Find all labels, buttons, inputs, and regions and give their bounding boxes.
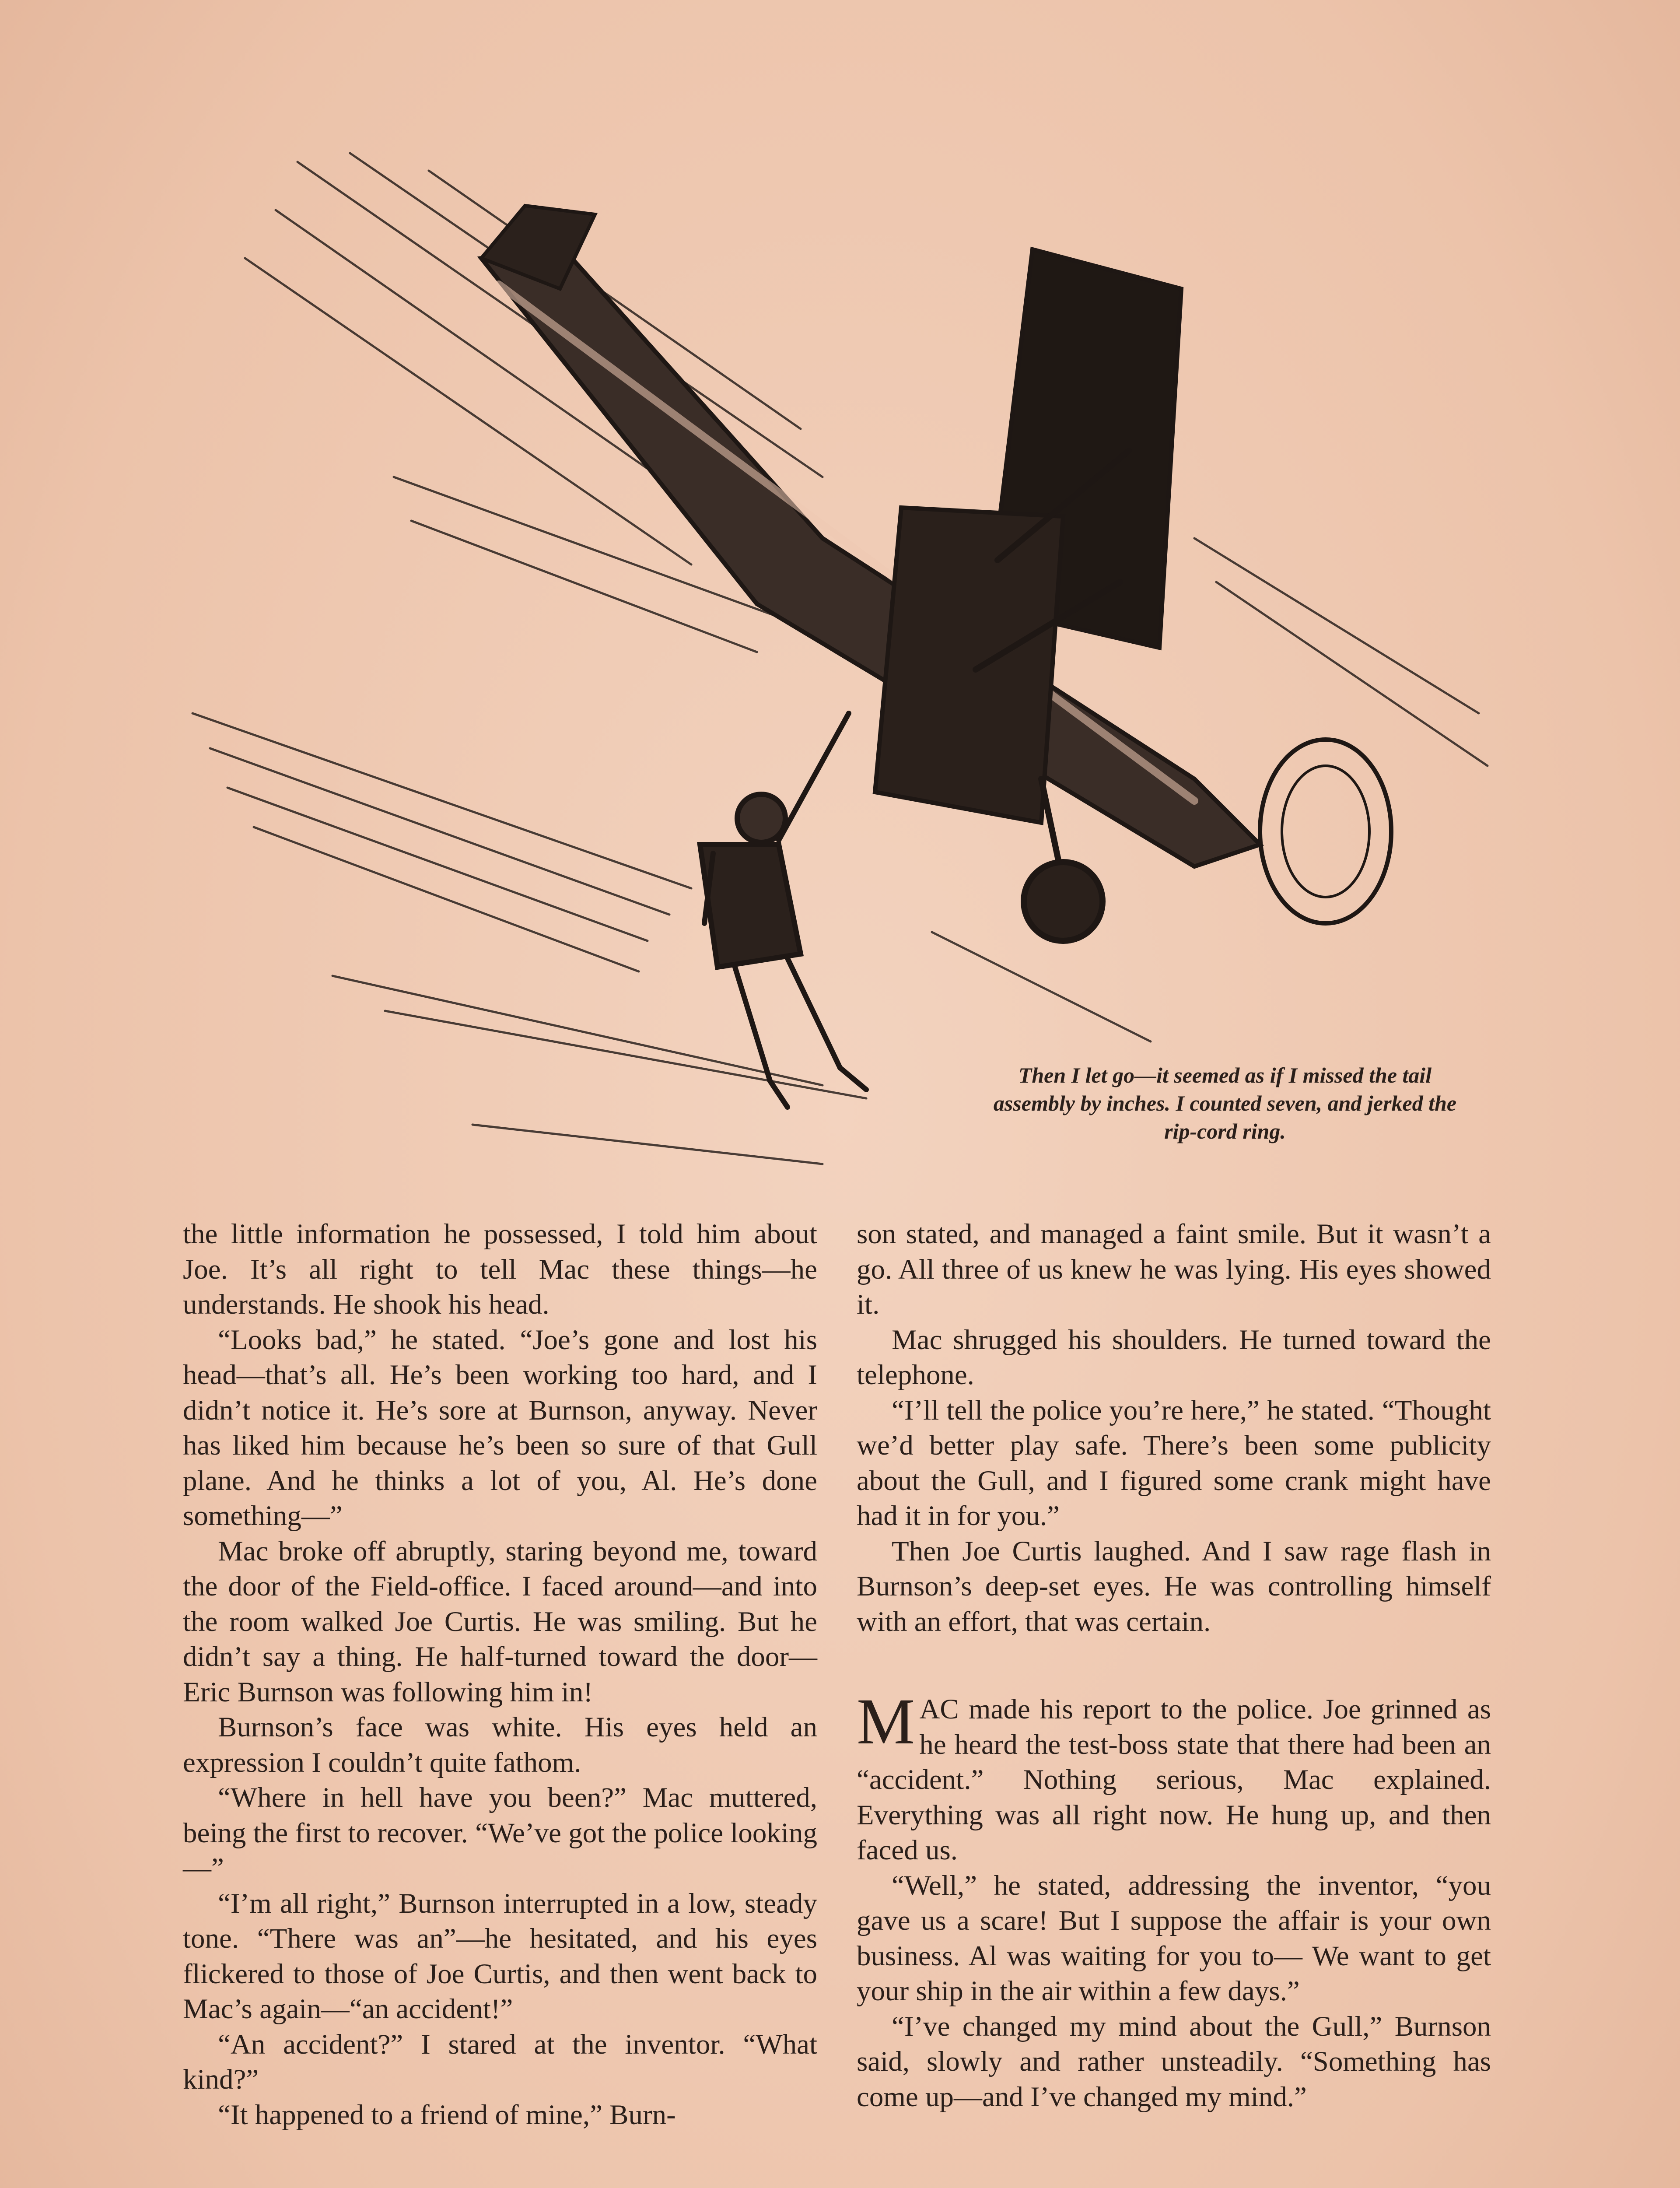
paragraph: Mac shrugged his shoulders. He turned toward the telephone. [857, 1324, 1491, 1391]
paragraph: “Well,” he stated, addressing the inventor, “you gave us a scare! But I suppose the affair is your own business. Al was waiting for you to— We want to get your ship in the air within a few days.” [857, 1869, 1491, 2007]
right-text-column [857, 1217, 1491, 2114]
paragraph: “I’ll tell the police you’re here,” he stated. “Thought we’d better play safe. There’s been some publicity about the Gull, and I figured some crank might have had it in for you.” [857, 1394, 1491, 1532]
paragraph: “Where in hell have you been?” Mac muttered, being the first to recover. “We’ve got the police looking—” [183, 1782, 817, 1884]
paragraph: son stated, and managed a faint smile. But it wasn’t a go. All three of us knew he was lying. His eyes showed it. [857, 1218, 1491, 1320]
paragraph: Burnson’s face was white. His eyes held an expression I couldn’t quite fathom. [183, 1711, 817, 1778]
paragraph: “An accident?” I stared at the inventor. “What kind?” [183, 2028, 817, 2095]
paragraph: “I’m all right,” Burnson interrupted in a low, steady tone. “There was an”—he hesitated, and his eyes flickered to those of Joe Curtis, and then went back to Mac’s again—“an accident!” [183, 1887, 817, 2025]
left-text-column [183, 1217, 817, 2132]
illustration-caption: Then I let go—it seemed as if I missed the tail assembly by inches. I counted seven, and jerked the rip-cord ring. [993, 1063, 1457, 1143]
paragraph: Mac broke off abruptly, staring beyond me, toward the door of the Field-office. I faced around—and into the room walked Joe Curtis. He was smiling. But he didn’t say a thing. He half-turned toward the door—Eric Burnson was following him in! [183, 1535, 817, 1708]
paragraph: “I’ve changed my mind about the Gull,” Burnson said, slowly and rather unsteadily. “Something has come up—and I’ve changed my mind.” [857, 2010, 1491, 2113]
paragraph: “It happened to a friend of mine,” Burn- [218, 2099, 676, 2131]
paragraph: the little information he possessed, I told him about Joe. It’s all right to tell Mac these things—he understands. He shook his head. [183, 1218, 817, 1320]
paragraph: “Looks bad,” he stated. “Joe’s gone and lost his head—that’s all. He’s been working too hard, and I didn’t notice it. He’s sore at Burnson, anyway. Never has liked him because he’s been so sure of that Gull plane. And he thinks a lot of you, Al. He’s done something—” [183, 1324, 817, 1532]
section-opening-paragraph [857, 1685, 1491, 1868]
drop-cap: M [857, 1685, 915, 1758]
paragraph: Then Joe Curtis laughed. And I saw rage flash in Burnson’s deep-set eyes. He was controlling himself with an effort, that was certain. [857, 1535, 1491, 1637]
biplane-and-parachutist-illustration [166, 144, 1505, 1186]
section-opening-text: AC made his report to the police. Joe grinned as he heard the test-boss state that there had been an “accident.” Nothing serious, Mac explained. Everything was all right now. He hung up, and then faced us. [857, 1694, 1491, 1866]
